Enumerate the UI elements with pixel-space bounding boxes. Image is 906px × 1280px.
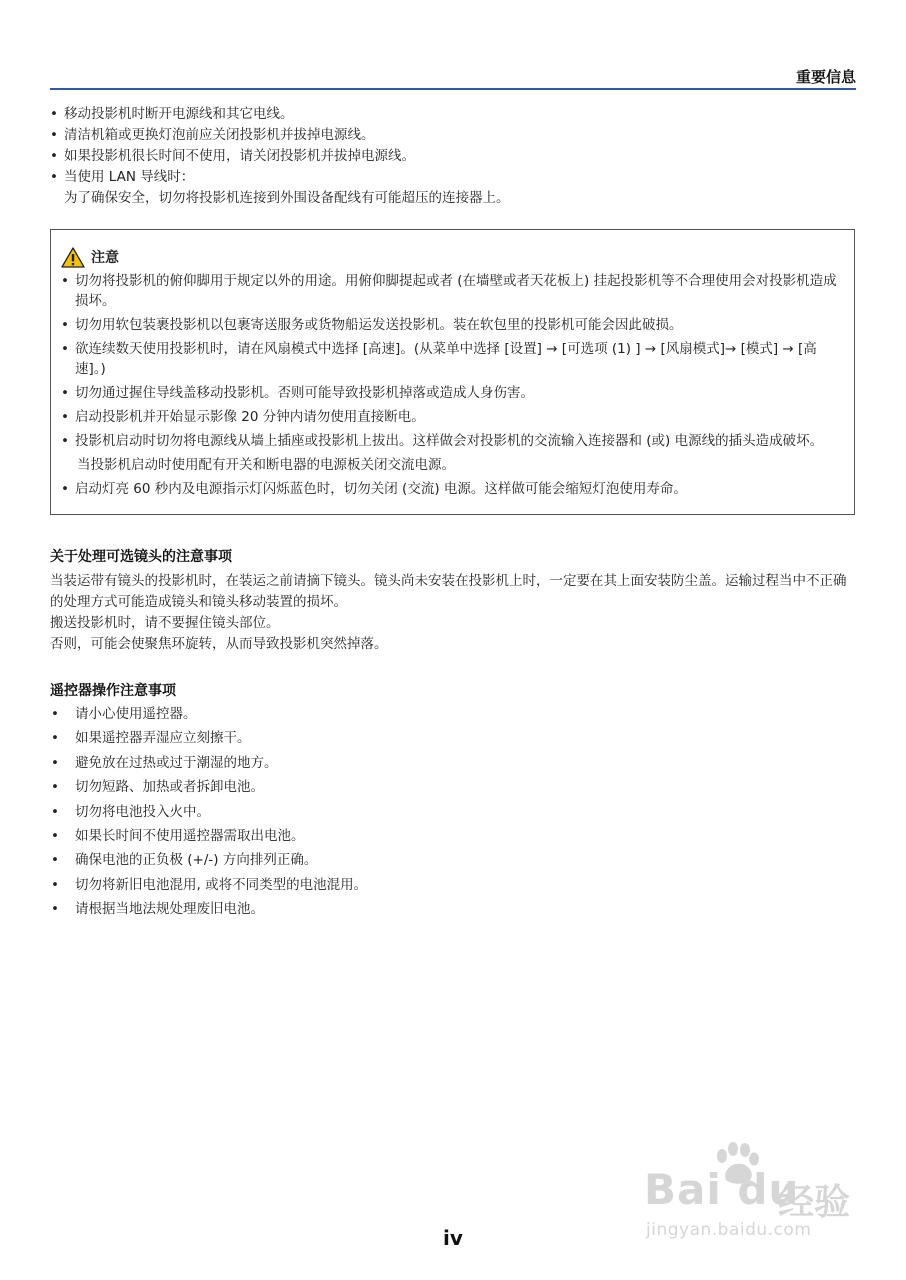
caution-list xyxy=(61,271,844,451)
header-title: 重要信息 xyxy=(795,68,856,86)
list-item xyxy=(50,167,856,209)
list-item: • 投影机启动时切勿将电源线从墙上插座或投影机上拔出。这样做会对投影机的交流输入连接器和 (或) 电源线的插头造成破坏。 xyxy=(61,431,844,451)
list-item: • 如果长时间不使用遥控器需取出电池。 xyxy=(50,824,367,848)
remote-list xyxy=(50,702,367,922)
list-item: • 启动投影机并开始显示影像 20 分钟内请勿使用直接断电。 xyxy=(61,407,844,427)
remote-section-title: 遥控器操作注意事项 xyxy=(50,683,176,699)
lens-section-title: 关于处理可选镜头的注意事项 xyxy=(50,549,232,565)
list-item-text: 如果投影机很长时间不使用，请关闭投影机并拔掉电源线。 xyxy=(64,148,415,164)
list-item xyxy=(50,125,856,146)
list-item-text: 移动投影机时断开电源线和其它电线。 xyxy=(64,106,294,122)
list-item: • 切勿短路、加热或者拆卸电池。 xyxy=(50,775,367,799)
top-bullet-list xyxy=(50,104,856,209)
caution-title: 注意 xyxy=(91,250,119,266)
list-item-text: 清洁机箱或更换灯泡前应关闭投影机并拔掉电源线。 xyxy=(64,127,375,143)
caution-list-tail xyxy=(61,479,844,499)
list-item: • 如果遥控器弄湿应立刻擦干。 xyxy=(50,726,367,750)
list-item xyxy=(50,104,856,125)
page-number: iv xyxy=(443,1226,463,1250)
list-item: • 启动灯亮 60 秒内及电源指示灯闪烁蓝色时，切勿关闭 (交流) 电源。这样做可能会缩短灯泡使用寿命。 xyxy=(61,479,844,499)
list-item-subtext: 为了确保安全，切勿将投影机连接到外围设备配线有可能超压的连接器上。 xyxy=(64,190,510,206)
paragraph: 搬送投影机时，请不要握住镜头部位。 xyxy=(50,615,280,631)
list-item: • 切勿用软包装裹投影机以包裹寄送服务或货物船运发送投影机。装在软包里的投影机可能会因此破损。 xyxy=(61,315,844,335)
lens-section-body xyxy=(50,571,856,655)
list-item: • 切勿将投影机的俯仰脚用于规定以外的用途。用俯仰脚提起或者 (在墙壁或者天花板上) 挂起投影机等不合理使用会对投影机造成损坏。 xyxy=(61,271,844,311)
paragraph: 否则，可能会使聚焦环旋转，从而导致投影机突然掉落。 xyxy=(50,636,388,652)
caution-note: 当投影机启动时使用配有开关和断电器的电源板关闭交流电源。 xyxy=(77,457,455,473)
warning-icon xyxy=(61,247,85,268)
list-item: • 欲连续数天使用投影机时，请在风扇模式中选择 [高速]。(从菜单中选择 [设置] → [可选项 (1) ] → [风扇模式]→ [模式] → [高速]。) xyxy=(61,339,844,379)
watermark-url: jingyan.baidu.com xyxy=(646,1220,812,1240)
list-item: • 切勿通过握住导线盖移动投影机。否则可能导致投影机掉落或造成人身伤害。 xyxy=(61,383,844,403)
list-item: • 切勿将电池投入火中。 xyxy=(50,800,367,824)
list-item xyxy=(50,146,856,167)
list-item-text: • 当使用 LAN 导线时： xyxy=(64,169,195,185)
list-item: • 请小心使用遥控器。 xyxy=(50,702,367,726)
watermark-brand-cn: 经验 xyxy=(778,1182,851,1223)
list-item: • 切勿将新旧电池混用, 或将不同类型的电池混用。 xyxy=(50,873,367,897)
caution-box xyxy=(50,229,855,515)
caution-header xyxy=(61,246,844,268)
list-item: • 确保电池的正负极 (+/-) 方向排列正确。 xyxy=(50,848,367,872)
list-item: • 请根据当地法规处理废旧电池。 xyxy=(50,897,367,921)
watermark-brand: Bai du xyxy=(644,1165,800,1214)
header-rule xyxy=(50,88,856,90)
list-item: • 避免放在过热或过于潮湿的地方。 xyxy=(50,751,367,775)
paragraph: 当装运带有镜头的投影机时，在装运之前请摘下镜头。镜头尚未安装在投影机上时，一定要在其上面安装防尘盖。运输过程当中不正确的处理方式可能造成镜头和镜头移动装置的损坏。 xyxy=(50,573,847,610)
